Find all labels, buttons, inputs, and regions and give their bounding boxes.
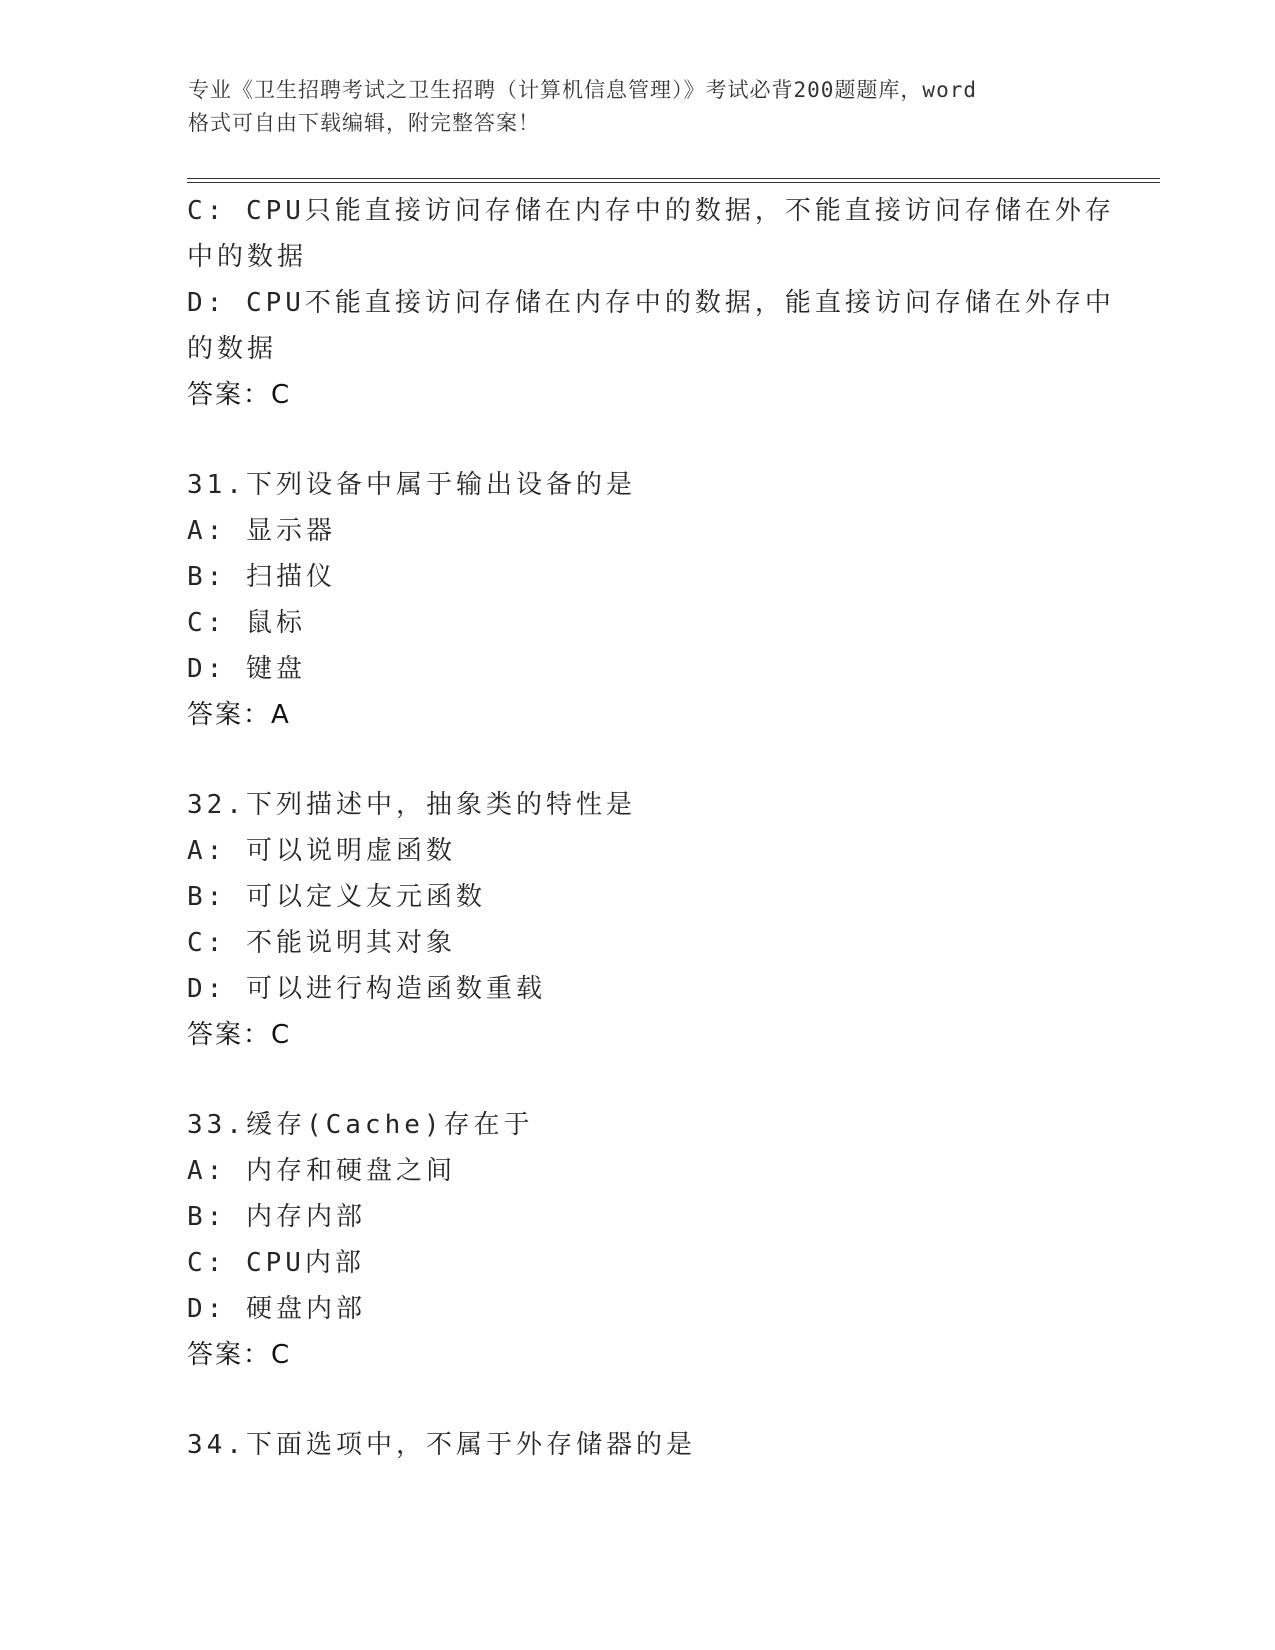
answer-text: 答案：C (187, 1020, 292, 1050)
option-a: A: 显示器 (187, 516, 336, 546)
option-b: B: 内存内部 (187, 1202, 366, 1232)
option-c: C: CPU内部 (187, 1248, 365, 1278)
option-c-line-2: 中的数据 (187, 242, 308, 272)
option-d-line-1: D: CPU不能直接访问存储在内存中的数据，能直接访问存储在外存中 (187, 288, 1115, 318)
option-a: A: 可以说明虚函数 (187, 836, 456, 866)
spacer (187, 418, 1087, 462)
question-31 (187, 462, 1087, 738)
question-32 (187, 782, 1087, 1058)
header-line-1: 专业《卫生招聘考试之卫生招聘（计算机信息管理）》考试必背200题题库，word (188, 78, 977, 102)
answer-text: 答案：A (187, 700, 291, 730)
option-d: D: 硬盘内部 (187, 1294, 366, 1324)
spacer (187, 1378, 1087, 1422)
option-c: C: 不能说明其对象 (187, 928, 456, 958)
question-34 (187, 1422, 1087, 1468)
option-d-line-2: 的数据 (187, 334, 278, 364)
option-b: B: 扫描仪 (187, 562, 336, 592)
header-line-2: 格式可自由下载编辑，附完整答案！ (188, 111, 540, 135)
option-c: C: 鼠标 (187, 608, 306, 638)
answer-text: 答案：C (187, 1340, 292, 1370)
option-a: A: 内存和硬盘之间 (187, 1156, 456, 1186)
header-divider-bottom (187, 182, 1160, 183)
option-d: D: 可以进行构造函数重载 (187, 974, 546, 1004)
question-stem: 34.下面选项中，不属于外存储器的是 (187, 1430, 696, 1460)
header-divider-top (187, 178, 1160, 179)
option-d: D: 键盘 (187, 654, 306, 684)
option-b: B: 可以定义友元函数 (187, 882, 486, 912)
option-c-line-1: C: CPU只能直接访问存储在内存中的数据，不能直接访问存储在外存 (187, 196, 1115, 226)
question-content (187, 188, 1115, 1468)
spacer (187, 1058, 1087, 1102)
spacer (187, 738, 1087, 782)
answer-text: 答案：C (187, 380, 292, 410)
question-stem: 33.缓存(Cache)存在于 (187, 1110, 534, 1140)
question-stem: 31.下列设备中属于输出设备的是 (187, 470, 636, 500)
question-33 (187, 1102, 1087, 1378)
question-stem: 32.下列描述中，抽象类的特性是 (187, 790, 636, 820)
page-header (188, 74, 1088, 140)
question-continued (187, 188, 1115, 418)
